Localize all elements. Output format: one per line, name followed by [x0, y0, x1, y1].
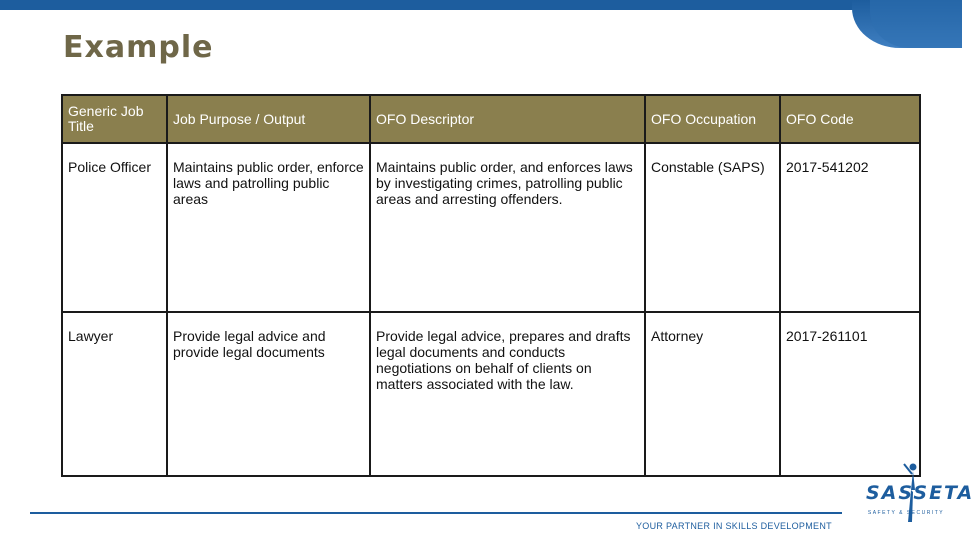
cell-job-title: Police Officer: [62, 143, 167, 312]
corner-decoration: [852, 0, 962, 48]
header-ofo-code: OFO Code: [780, 95, 920, 143]
header-job-purpose: Job Purpose / Output: [167, 95, 370, 143]
cell-occupation: Constable (SAPS): [645, 143, 780, 312]
table-row: [62, 143, 920, 312]
cell-code: 2017-541202: [780, 143, 920, 312]
table-row: [62, 312, 920, 476]
cell-code: 2017-261101: [780, 312, 920, 476]
top-accent-bar: [0, 0, 962, 10]
footer-divider: [30, 512, 842, 514]
table-header-row: [62, 95, 920, 143]
cell-descriptor: Provide legal advice, prepares and drafts legal documents and conducts negotiations on behalf of clients on matters associated with the law.: [370, 312, 645, 476]
sasseta-logo: [866, 462, 974, 528]
footer-tagline: YOUR PARTNER IN SKILLS DEVELOPMENT: [636, 521, 832, 531]
ofo-table: [61, 94, 921, 477]
header-ofo-descriptor: OFO Descriptor: [370, 95, 645, 143]
cell-purpose: Maintains public order, enforce laws and patrolling public areas: [167, 143, 370, 312]
cell-purpose: Provide legal advice and provide legal documents: [167, 312, 370, 476]
header-generic-job-title: Generic Job Title: [62, 95, 167, 143]
header-ofo-occupation: OFO Occupation: [645, 95, 780, 143]
cell-job-title: Lawyer: [62, 312, 167, 476]
cell-descriptor: Maintains public order, and enforces laws by investigating crimes, patrolling public areas and arresting offenders.: [370, 143, 645, 312]
logo-subtext: SAFETY & SECURITY: [867, 510, 945, 516]
logo-wordmark: SASSETA: [866, 482, 974, 504]
cell-occupation: Attorney: [645, 312, 780, 476]
slide-title: Example: [63, 30, 214, 65]
